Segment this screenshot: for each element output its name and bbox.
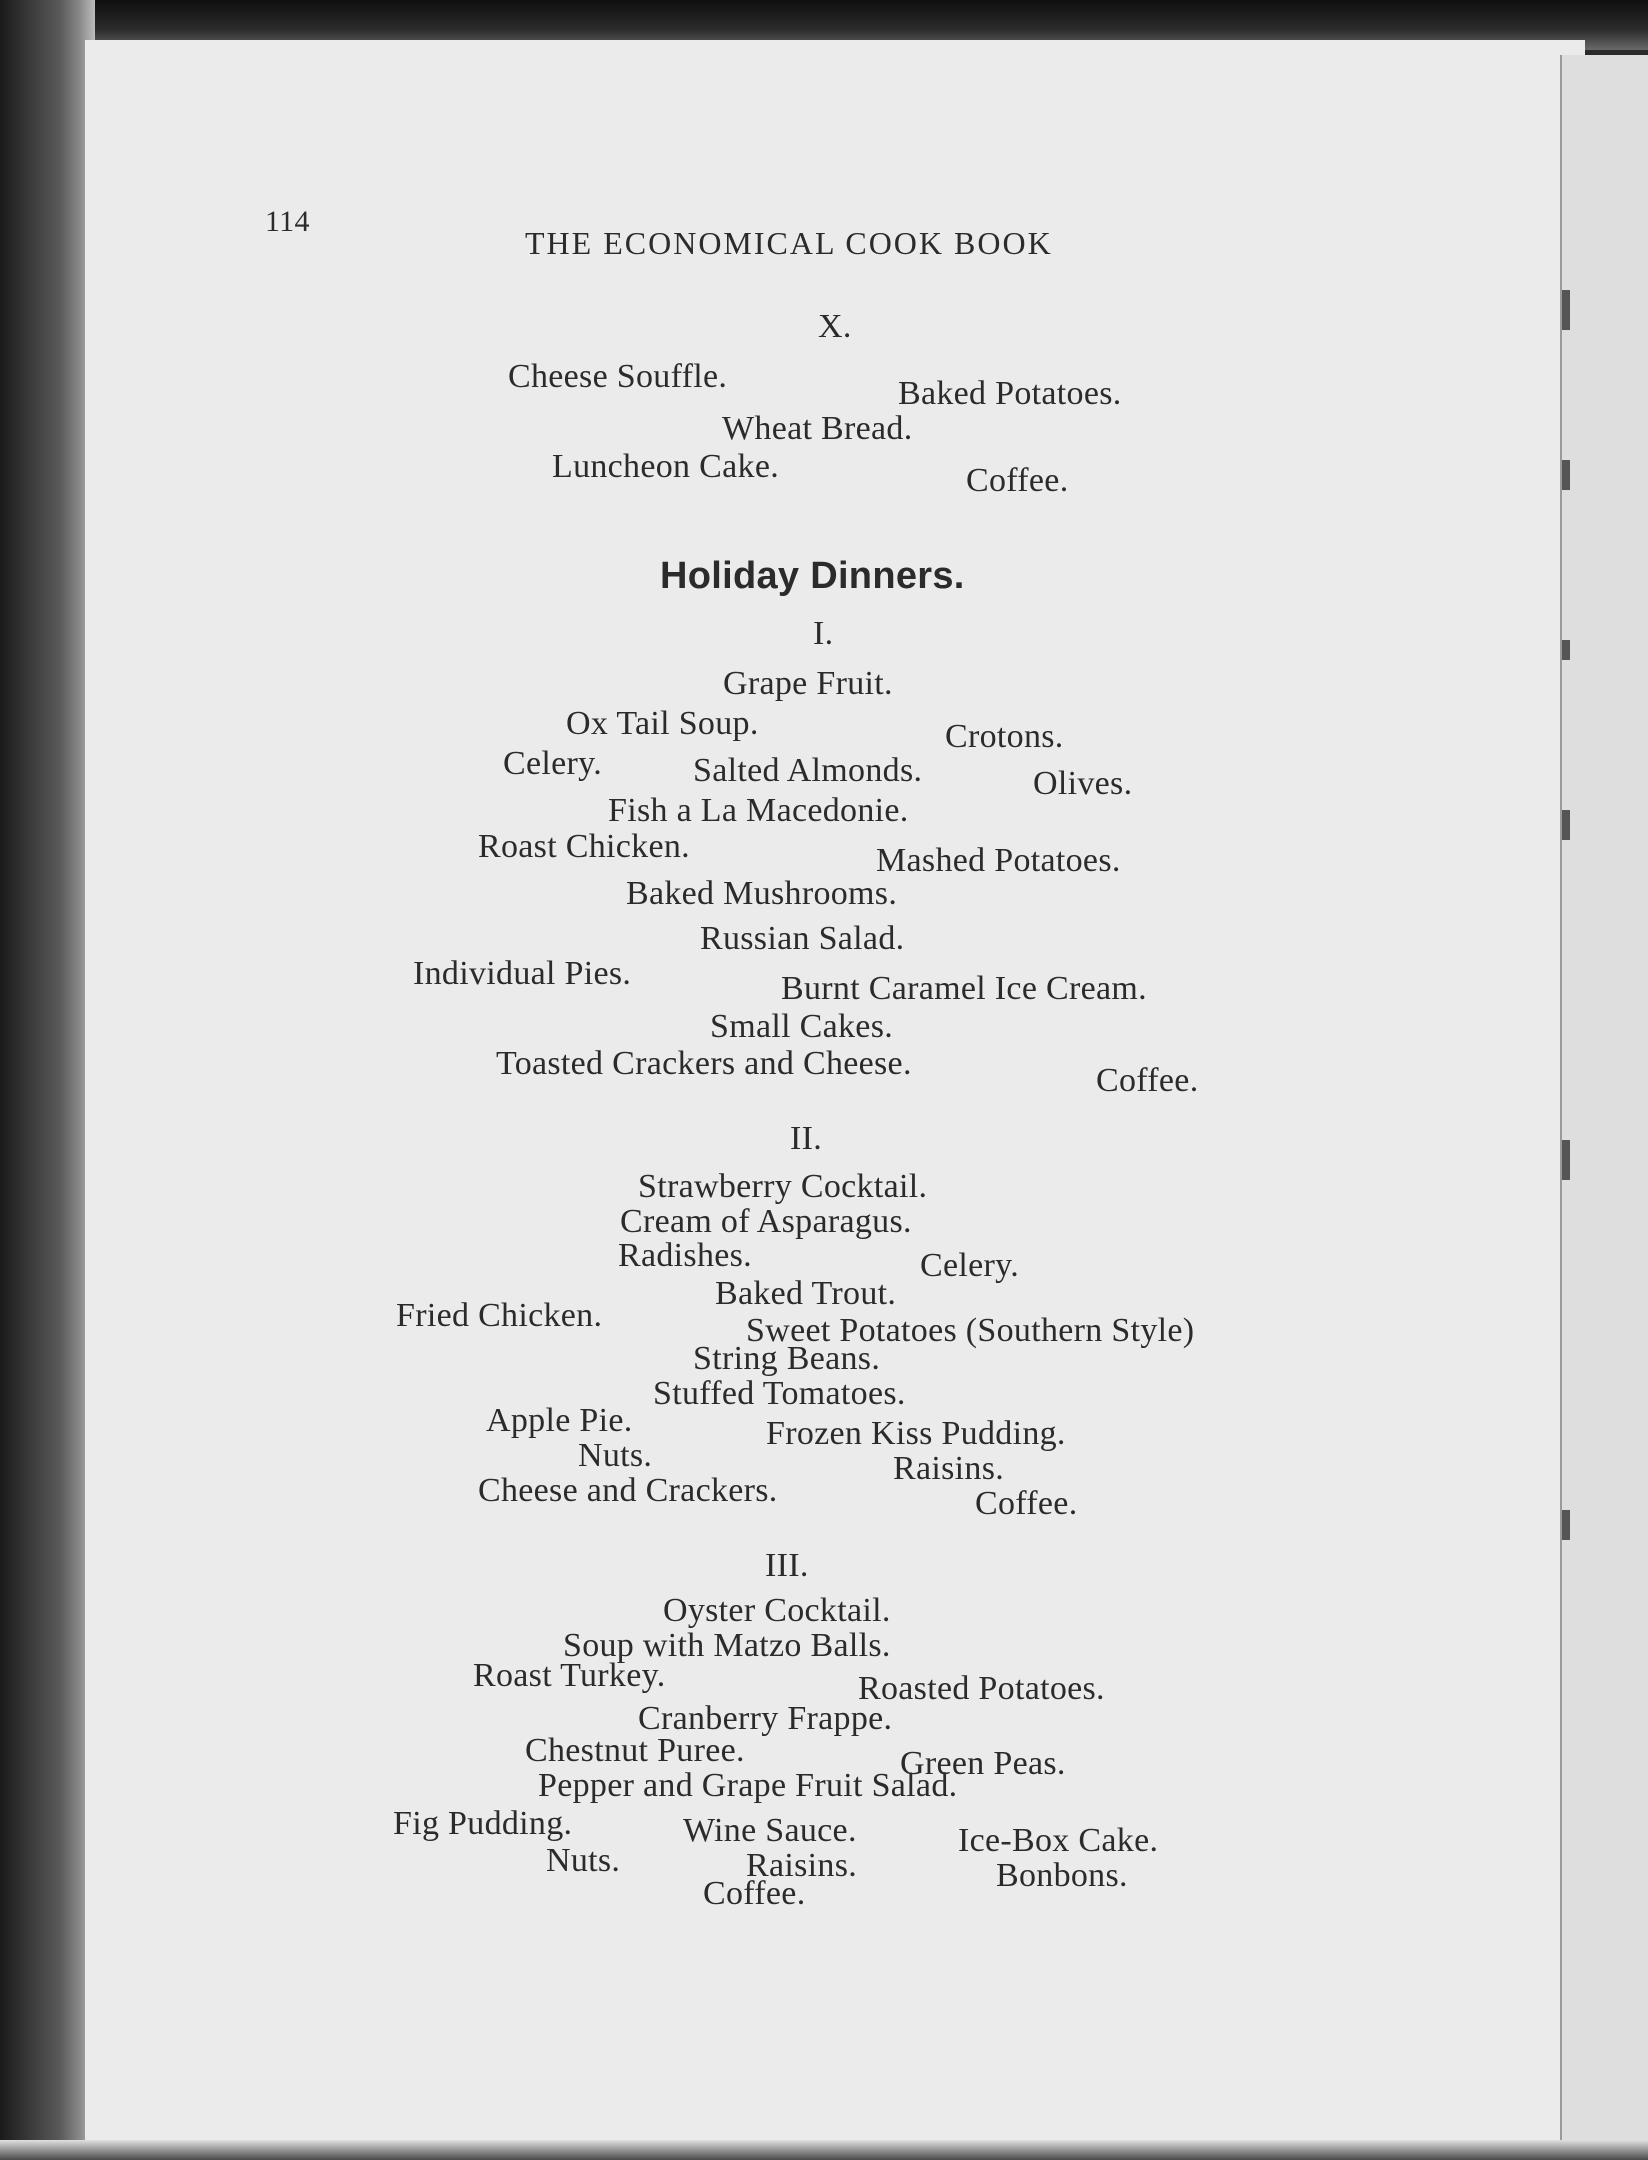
menu-item: Raisins. bbox=[746, 1847, 858, 1884]
menu-item: Baked Potatoes. bbox=[898, 375, 1122, 412]
menu-item: Celery. bbox=[920, 1247, 1020, 1284]
menu-item: Radishes. bbox=[618, 1237, 752, 1274]
running-head: THE ECONOMICAL COOK BOOK bbox=[525, 225, 1053, 261]
menu-item: Apple Pie. bbox=[486, 1402, 633, 1439]
menu-item: Fig Pudding. bbox=[393, 1805, 573, 1842]
menu-item: Mashed Potatoes. bbox=[876, 842, 1121, 879]
menu-item: Bonbons. bbox=[996, 1857, 1128, 1894]
scan-bottom-edge bbox=[0, 2140, 1648, 2160]
binding-thread-mark bbox=[1562, 640, 1570, 660]
menu-item: Individual Pies. bbox=[413, 955, 632, 992]
menu-item: Salted Almonds. bbox=[693, 752, 923, 789]
menu-item: Russian Salad. bbox=[700, 920, 905, 957]
menu-item: Roast Chicken. bbox=[478, 828, 690, 865]
menu-item: String Beans. bbox=[693, 1340, 881, 1377]
binding-thread-mark bbox=[1562, 460, 1570, 490]
menu-item: Coffee. bbox=[703, 1875, 806, 1912]
menu-item: Oyster Cocktail. bbox=[663, 1592, 891, 1629]
menu-item: Chestnut Puree. bbox=[525, 1732, 745, 1769]
page-number: 114 bbox=[265, 205, 310, 238]
menu-item: Cream of Asparagus. bbox=[620, 1203, 912, 1240]
menu-item: Frozen Kiss Pudding. bbox=[766, 1415, 1066, 1452]
menu-item: Pepper and Grape Fruit Salad. bbox=[538, 1767, 958, 1804]
menu-item: Stuffed Tomatoes. bbox=[653, 1375, 906, 1412]
menu-item: Nuts. bbox=[578, 1437, 653, 1474]
menu-numeral: X. bbox=[818, 308, 852, 345]
menu-item: Ice-Box Cake. bbox=[958, 1822, 1159, 1859]
menu-item: Crotons. bbox=[945, 718, 1064, 755]
menu-item: Fried Chicken. bbox=[396, 1297, 603, 1334]
menu-item: Coffee. bbox=[975, 1485, 1078, 1522]
menu-item: Grape Fruit. bbox=[723, 665, 893, 702]
menu-item: Luncheon Cake. bbox=[552, 448, 780, 485]
menu-item: Coffee. bbox=[966, 462, 1069, 499]
menu-item: Raisins. bbox=[893, 1450, 1005, 1487]
section-title: Holiday Dinners. bbox=[660, 555, 965, 597]
menu-item: Wheat Bread. bbox=[722, 410, 913, 447]
menu-item: Ox Tail Soup. bbox=[566, 705, 759, 742]
menu-item: Olives. bbox=[1033, 765, 1133, 802]
facing-page-edge bbox=[1560, 55, 1648, 2160]
menu-item: Roast Turkey. bbox=[473, 1657, 666, 1694]
binding-thread-mark bbox=[1562, 810, 1570, 840]
menu-item: Green Peas. bbox=[900, 1745, 1066, 1782]
menu-item: Cranberry Frappe. bbox=[638, 1700, 893, 1737]
menu-item: Baked Mushrooms. bbox=[626, 875, 898, 912]
menu-item: Cheese Souffle. bbox=[508, 358, 728, 395]
book-spine-shadow bbox=[0, 0, 95, 2160]
menu-numeral: I. bbox=[813, 615, 834, 652]
menu-item: Nuts. bbox=[546, 1842, 621, 1879]
menu-item: Sweet Potatoes (Southern Style) bbox=[746, 1312, 1195, 1349]
menu-item: Burnt Caramel Ice Cream. bbox=[781, 970, 1147, 1007]
menu-item: Coffee. bbox=[1096, 1062, 1199, 1099]
menu-numeral: III. bbox=[765, 1547, 809, 1584]
binding-thread-mark bbox=[1562, 290, 1570, 330]
menu-item: Wine Sauce. bbox=[683, 1812, 857, 1849]
binding-thread-mark bbox=[1562, 1510, 1570, 1540]
menu-item: Baked Trout. bbox=[715, 1275, 897, 1312]
menu-item: Strawberry Cocktail. bbox=[638, 1168, 928, 1205]
binding-thread-mark bbox=[1562, 1140, 1570, 1180]
menu-item: Small Cakes. bbox=[710, 1008, 894, 1045]
menu-item: Cheese and Crackers. bbox=[478, 1472, 778, 1509]
menu-item: Soup with Matzo Balls. bbox=[563, 1627, 891, 1664]
menu-item: Celery. bbox=[503, 745, 603, 782]
menu-item: Toasted Crackers and Cheese. bbox=[496, 1045, 912, 1082]
menu-numeral: II. bbox=[790, 1120, 823, 1157]
menu-item: Fish a La Macedonie. bbox=[608, 792, 909, 829]
menu-item: Roasted Potatoes. bbox=[858, 1670, 1105, 1707]
